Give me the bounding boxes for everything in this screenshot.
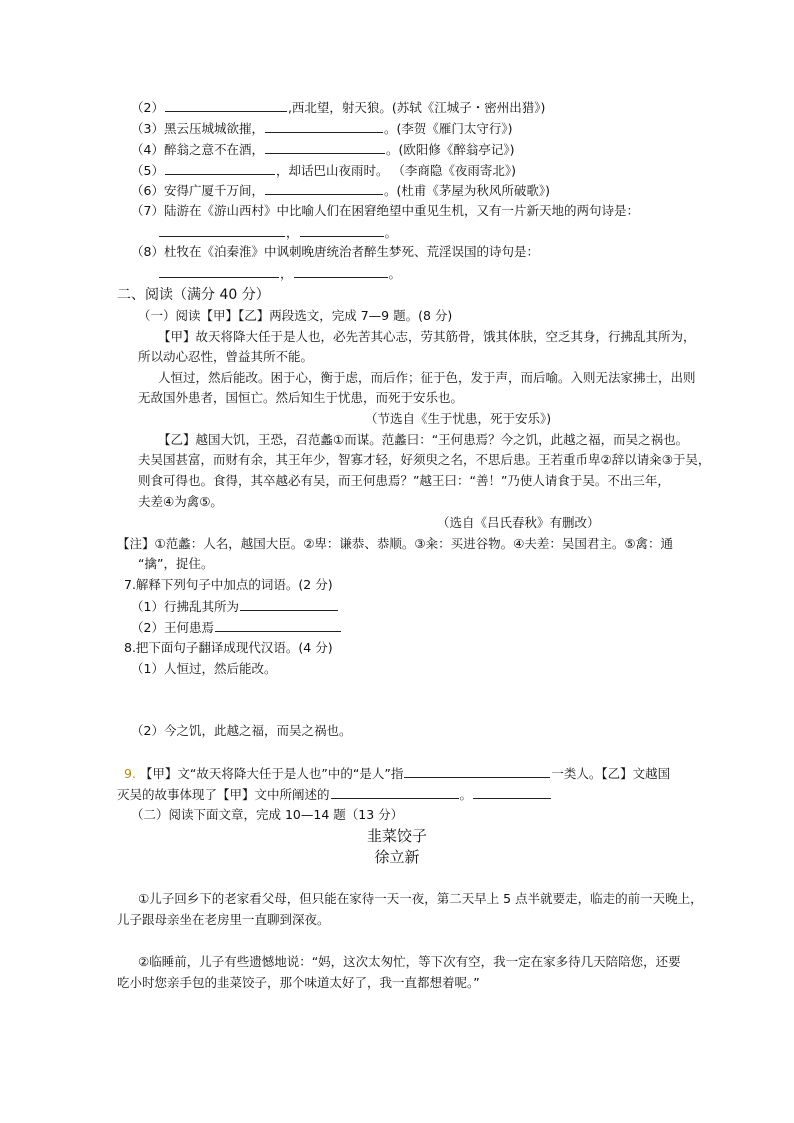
- answer-blank[interactable]: [331, 785, 459, 799]
- question-9-line-1: [124, 764, 670, 783]
- separator: ，: [280, 266, 293, 281]
- answer-blank[interactable]: [294, 264, 388, 278]
- poem-line-8-answers: [158, 264, 401, 283]
- line-text: 。(杜甫《茅屋为秋风所破歌》): [383, 183, 550, 198]
- article-paragraph-1b: 儿子跟母亲坐在老房里一直聊到深夜。: [117, 912, 330, 927]
- question-7-2: [131, 618, 342, 637]
- question-number: 9.: [124, 766, 136, 781]
- line-number: （8）: [131, 244, 164, 259]
- jia-paragraph-1b: 所以动心忍性，曾益其所不能。: [138, 349, 314, 364]
- line-number: （5）: [131, 163, 164, 178]
- answer-blank[interactable]: [165, 98, 287, 112]
- part2-instruction: （二）阅读下面文章，完成 10—14 题（13 分）: [131, 807, 404, 822]
- section-title: 二、阅读（满分 40 分）: [117, 287, 270, 303]
- article-paragraph-1a: ①儿子回乡下的老家看父母，但只能在家待一天一夜，第二天早上 5 点半就要走，临走的前一天晚上，: [138, 891, 703, 906]
- line-text: 。(欧阳修《醉翁亭记》): [385, 142, 515, 157]
- item-text: （1）行拂乱其所为: [131, 599, 239, 614]
- answer-blank[interactable]: [265, 119, 383, 133]
- line-text: 醉翁之意不在酒，: [163, 142, 264, 157]
- poem-line-5: [131, 161, 516, 180]
- article-paragraph-2b: 吃小时您亲手包的韭菜饺子，那个味道太好了，我一直都想着呢。”: [117, 975, 480, 990]
- answer-blank[interactable]: [215, 618, 341, 632]
- poem-line-2: [131, 98, 545, 117]
- line-text: ,西北望，射天狼。(苏轼《江城子・密州出猎》): [287, 100, 546, 115]
- poem-line-7: [131, 202, 639, 220]
- separator: ，: [286, 225, 299, 240]
- answer-blank[interactable]: [300, 223, 384, 237]
- question-9-line-2: [117, 785, 552, 804]
- question-8-2: （2）今之饥，此越之福，而吴之祸也。: [131, 723, 352, 738]
- part1-instruction: （一）阅读【甲】【乙】两段选文，完成 7—9 题。(8 分): [138, 308, 453, 323]
- line-number: （2）: [131, 100, 164, 115]
- article-author: 徐立新: [374, 848, 420, 866]
- poem-line-4: [131, 140, 514, 159]
- line-text: 杜牧在《泊秦淮》中讽刺晚唐统治者醉生梦死、荒淫误国的诗句是：: [163, 244, 539, 259]
- period: 。: [459, 787, 473, 802]
- answer-blank[interactable]: [404, 764, 550, 778]
- line-text: ，却话巴山夜雨时。 （李商隐《夜雨寄北》): [275, 163, 517, 178]
- question-7: 7.解释下列句子中加点的词语。(2 分): [124, 577, 333, 592]
- notes-line-1: 【注】①范蠡：人名，越国大臣。②卑：谦恭、恭顺。③籴：买进谷物。④夫差：吴国君主。⑤禽：通: [117, 536, 674, 551]
- item-text: 【甲】文“故天将降大任于是人也”中的“是人”指: [139, 766, 404, 781]
- poem-line-3: [131, 119, 512, 138]
- answer-blank[interactable]: [159, 223, 285, 237]
- question-8-1: （1）人恒过，然后能改。: [131, 661, 277, 676]
- line-text: 。(李贺《雁门太守行》): [383, 121, 513, 136]
- answer-blank[interactable]: [265, 140, 385, 154]
- jia-paragraph-2a: 人恒过，然后能改。困于心，衡于虑，而后作；征于色，发于声，而后喻。入则无法家拂士，出则: [158, 370, 696, 385]
- answer-blank[interactable]: [165, 161, 275, 175]
- period: 。: [388, 266, 402, 281]
- yi-source: （选自《吕氏春秋》有删改）: [437, 515, 600, 530]
- item-text: 灭吴的故事体现了【甲】文中所阐述的: [117, 787, 330, 802]
- line-text: 安得广厦千万间，: [163, 183, 264, 198]
- notes-line-2: “擒”，捉住。: [138, 556, 214, 571]
- yi-line-1: 【乙】越国大饥，王恐，召范蠡①而谋。范蠡曰：“王何患焉？今之饥，此越之福，而吴之祸也。: [158, 432, 689, 447]
- yi-line-2: 夫吴国甚富，而财有余，其王年少，智寡才轻，好须臾之名，不思后患。王若重币卑②辞以请籴③于吴，: [138, 452, 711, 467]
- line-number: （3）: [131, 121, 164, 136]
- poem-line-8: [131, 243, 539, 261]
- article-paragraph-2a: ②临睡前，儿子有些遗憾地说：“妈，这次太匆忙，等下次有空，我一定在家多待几天陪陪您，还要: [138, 954, 681, 969]
- period: 。: [384, 225, 398, 240]
- question-7-1: [131, 597, 339, 616]
- line-number: （6）: [131, 183, 164, 198]
- yi-line-3: 则食可得也。食得，其卒越必有吴，而王何患焉？”越王曰：“善！”乃使人请食于吴。不出三年，: [138, 473, 670, 488]
- article-title: 韭菜饺子: [366, 827, 427, 845]
- item-text: 一类人。【乙】文越国: [551, 766, 671, 781]
- question-8: 8.把下面句子翻译成现代汉语。(4 分): [124, 640, 333, 655]
- poem-line-6: [131, 181, 550, 200]
- jia-source: （节选自《生于忧患，死于安乐》): [365, 411, 552, 426]
- item-text: （2）王何患焉: [131, 620, 214, 635]
- answer-blank[interactable]: [473, 785, 551, 799]
- answer-blank[interactable]: [159, 264, 279, 278]
- line-number: （4）: [131, 142, 164, 157]
- poem-line-7-answers: [158, 223, 397, 242]
- line-text: 陆游在《游山西村》中比喻人们在困窘绝望中重见生机，又有一片新天地的两句诗是：: [163, 203, 639, 218]
- line-text: 黑云压城城欲摧，: [163, 121, 264, 136]
- answer-blank[interactable]: [265, 181, 383, 195]
- answer-blank[interactable]: [240, 597, 338, 611]
- line-number: （7）: [131, 203, 164, 218]
- jia-paragraph-1a: 【甲】故天将降大任于是人也，必先苦其心志，劳其筋骨，饿其体肤，空乏其身，行拂乱其所为，: [158, 329, 696, 344]
- yi-line-4: 夫差④为禽⑤。: [138, 494, 223, 509]
- jia-paragraph-2b: 无敌国外患者，国恒亡。然后知生于忧患，而死于安乐也。: [138, 390, 464, 405]
